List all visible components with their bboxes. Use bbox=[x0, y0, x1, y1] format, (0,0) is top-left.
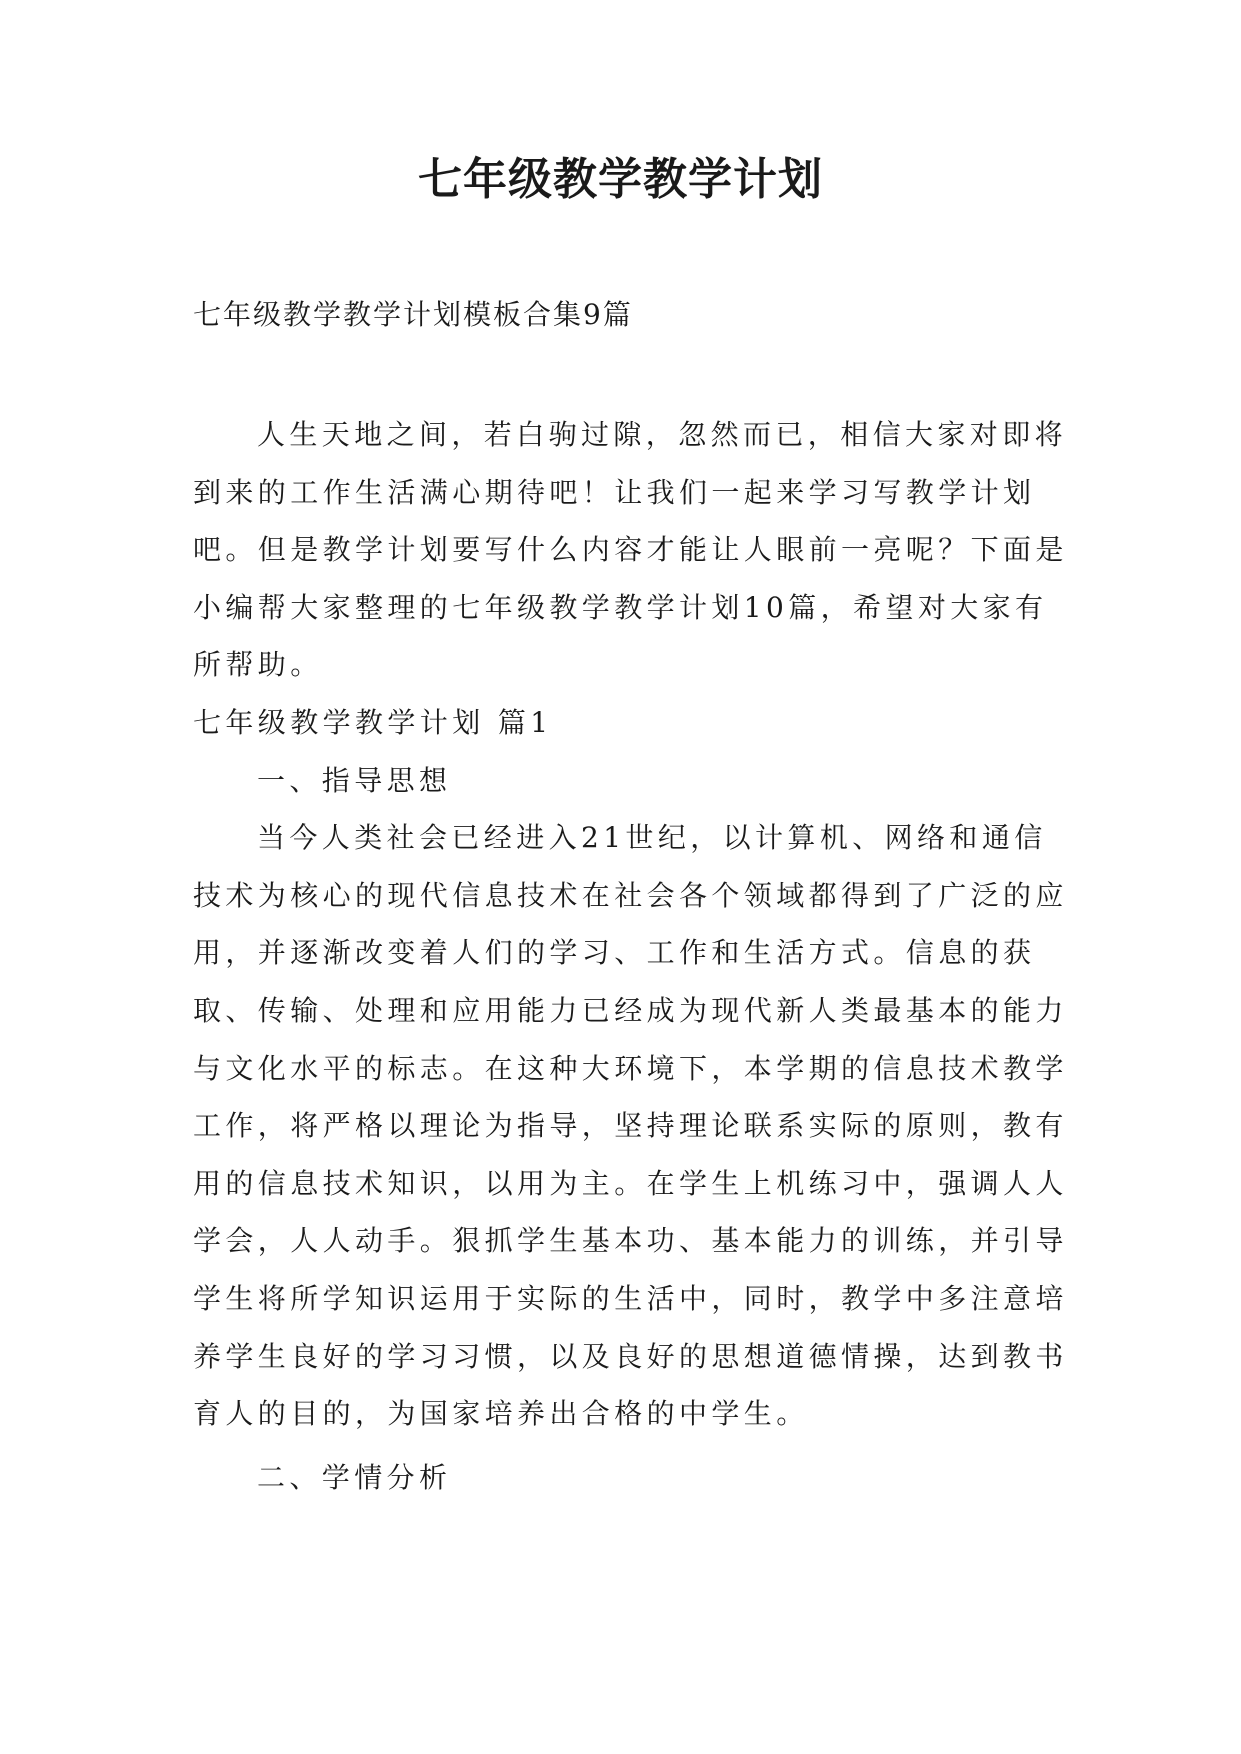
heading-guiding-ideology: 一、指导思想 bbox=[257, 763, 452, 797]
document-body bbox=[193, 406, 1073, 1506]
intro-paragraph: 人生天地之间，若白驹过隙，忽然而已，相信大家对即将到来的工作生活满心期待吧！让我们一起来学习写教学计划吧。但是教学计划要写什么内容才能让人眼前一亮呢？下面是小编帮大家整理的七年级教学教学计划10篇，希望对大家有所帮助。 bbox=[193, 418, 1068, 682]
section-heading: 七年级教学教学计划 篇1 bbox=[193, 705, 553, 739]
document-subtitle: 七年级教学教学计划模板合集9篇 bbox=[193, 298, 633, 331]
document-title: 七年级教学教学计划 bbox=[418, 154, 823, 205]
guiding-ideology-paragraph: 当今人类社会已经进入21世纪，以计算机、网络和通信技术为核心的现代信息技术在社会各个领域都得到了广泛的应用，并逐渐改变着人们的学习、工作和生活方式。信息的获取、传输、处理和应用能力已经成为现代新人类最基本的能力与文化水平的标志。在这种大环境下，本学期的信息技术教学工作，将严格以理论为指导，坚持理论联系实际的原则，教有用的信息技术知识，以用为主。在学生上机练习中，强调人人学会，人人动手。狠抓学生基本功、基本能力的训练，并引导学生将所学知识运用于实际的生活中，同时，教学中多注意培养学生良好的学习习惯，以及良好的思想道德情操，达到教书育人的目的，为国家培养出合格的中学生。 bbox=[193, 821, 1068, 1431]
heading-student-analysis: 二、学情分析 bbox=[257, 1460, 452, 1494]
